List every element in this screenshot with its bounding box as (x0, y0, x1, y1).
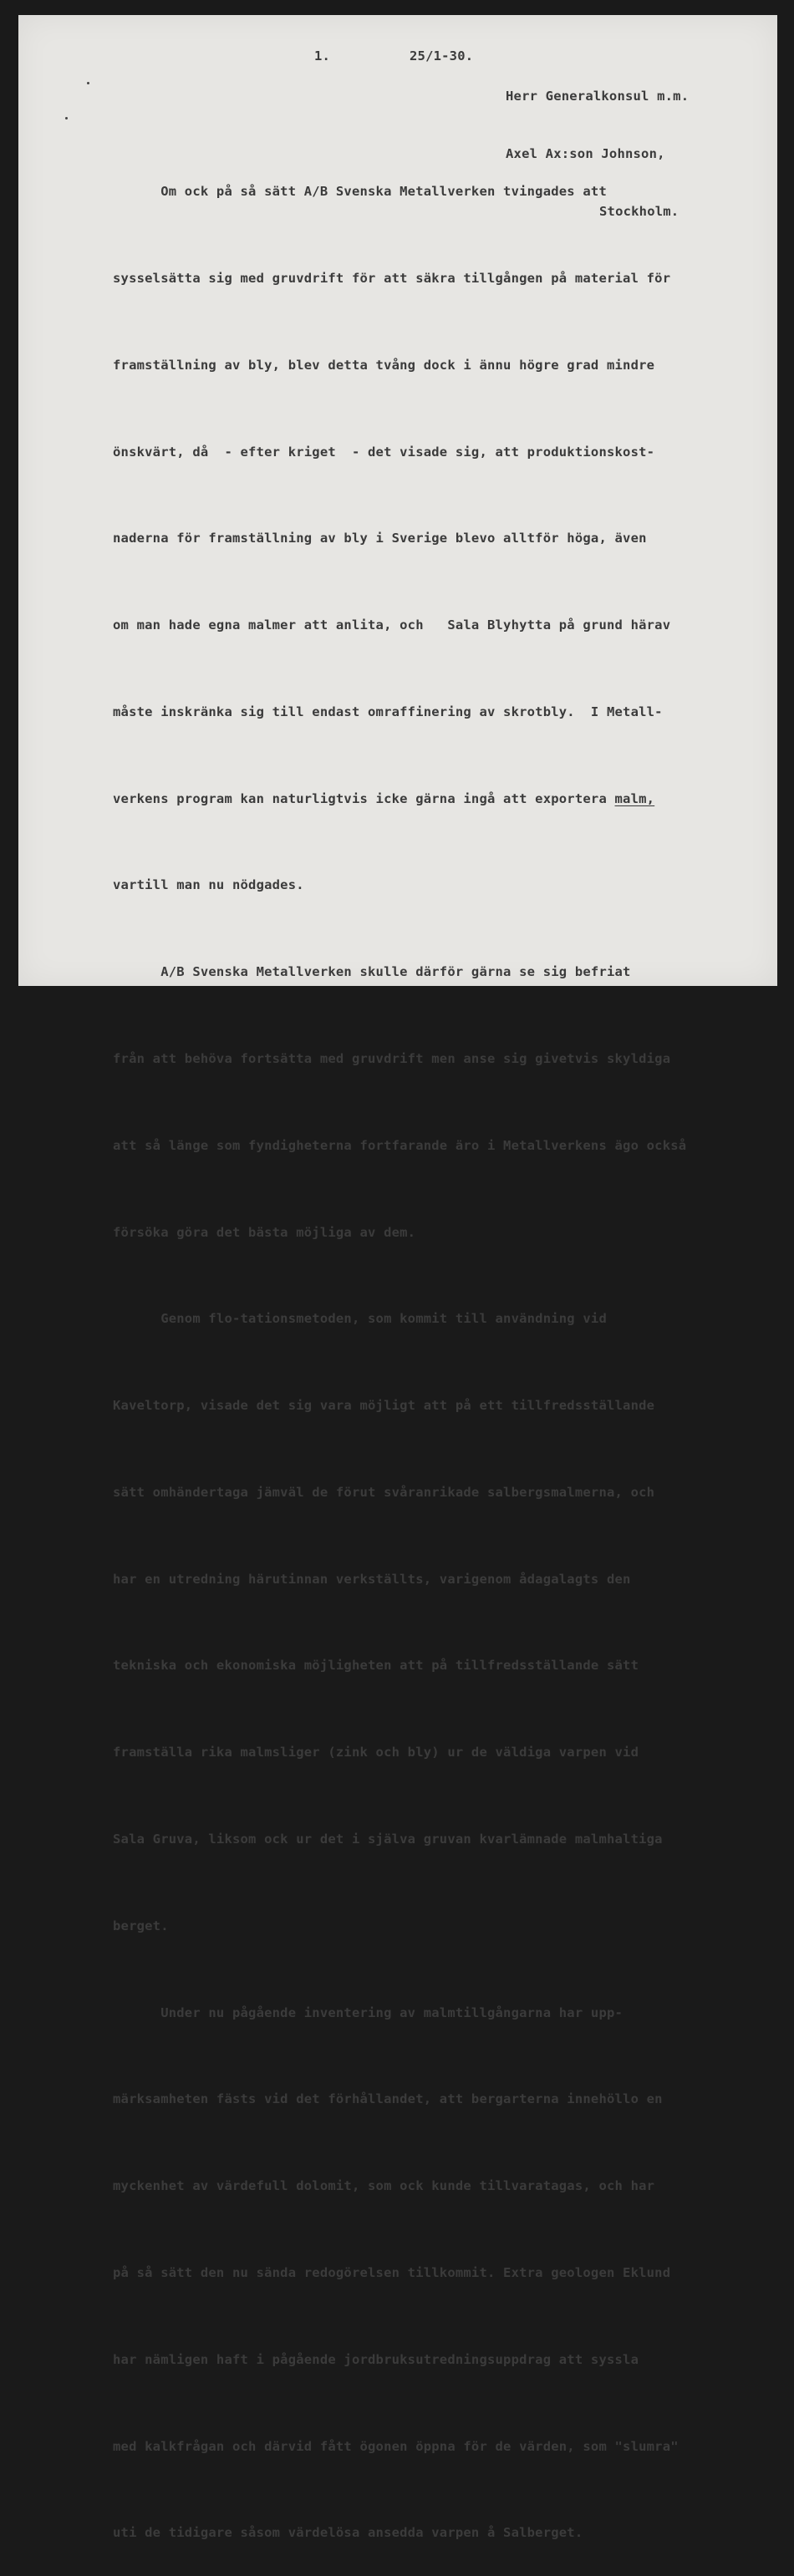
body-line: framställa rika malmsliger (zink och bly) ur de väldiga varpen vid (113, 1745, 639, 1761)
body-line: att så länge som fyndigheterna fortfarande äro i Metallverkens ägo också (113, 1137, 687, 1153)
body-line: Sala Gruva, liksom ock ur det i själva gruvan kvarlämnade malmhaltiga (113, 1832, 663, 1847)
letter-body (113, 119, 686, 2576)
body-line: märksamheten fästs vid det förhållandet, att bergarterna innehöllo en (113, 2091, 663, 2107)
underlined-word: malm, (614, 790, 655, 806)
letter-date: 25/1-30. (410, 48, 474, 64)
body-line-with-underline (113, 785, 686, 814)
body-line: försöka göra det bästa möjliga av dem. (113, 1224, 416, 1240)
recipient-line: Herr Generalkonsul m.m. (506, 89, 690, 104)
body-line: från att behöva fortsätta med gruvdrift men anse sig givetvis skyldiga (113, 1051, 671, 1066)
body-line: vartill man nu nödgades. (113, 877, 304, 893)
body-line: berget. (113, 1918, 169, 1933)
body-line: Kaveltorp, visade det sig vara möjligt att på ett tillfredsställande (113, 1398, 655, 1414)
body-line: måste inskränka sig till endast omraffinering av skrotbly. I Metall- (113, 704, 663, 719)
body-line: Under nu pågående inventering av malmtillgångarna har upp- (113, 2004, 623, 2020)
paper-speck (65, 117, 68, 119)
page-number: 1. (314, 48, 331, 64)
body-line: sätt omhändertaga jämväl de förut svåranrikade salbergsmalmerna, och (113, 1484, 655, 1500)
paper-speck (87, 82, 89, 84)
body-line: har en utredning härutinnan verkställts, varigenom ådagalagts den (113, 1571, 631, 1587)
body-line: önskvärt, då - efter kriget - det visade sig, att produktionskost- (113, 444, 655, 460)
body-line: myckenhet av värdefull dolomit, som ock kunde tillvaratagas, och har (113, 2178, 655, 2194)
body-line: naderna för framställning av bly i Sverige blevo alltför höga, även (113, 531, 647, 546)
body-line: på så sätt den nu sända redogörelsen tillkommit. Extra geologen Eklund (113, 2264, 671, 2280)
body-line: Om ock på så sätt A/B Svenska Metallverken tvingades att (113, 184, 607, 200)
body-line: tekniska och ekonomiska möjligheten att på tillfredsställande sätt (113, 1658, 639, 1674)
body-line: sysselsätta sig med gruvdrift för att säkra tillgången på material för (113, 270, 671, 286)
body-line: uti de tidigare såsom värdelösa ansedda varpen å Salberget. (113, 2525, 583, 2541)
body-line: framställning av bly, blev detta tvång dock i ännu högre grad mindre (113, 357, 655, 373)
body-line: Genom flo-tationsmetoden, som kommit till användning vid (113, 1311, 607, 1327)
body-line: A/B Svenska Metallverken skulle därför gärna se sig befriat (113, 964, 631, 980)
recipient-line: Axel Ax:son Johnson, (506, 146, 665, 161)
recipient-line: Stockholm. (599, 204, 679, 219)
body-line: med kalkfrågan och därvid fått ögonen öppna för de värden, som "slumra" (113, 2438, 679, 2454)
body-line: har nämligen haft i pågående jordbruksutredningsuppdrag att syssla (113, 2351, 639, 2367)
body-line: om man hade egna malmer att anlita, och Sala Blyhytta på grund härav (113, 617, 671, 633)
body-line-text: verkens program kan naturligtvis icke gärna ingå att exportera (113, 790, 615, 806)
